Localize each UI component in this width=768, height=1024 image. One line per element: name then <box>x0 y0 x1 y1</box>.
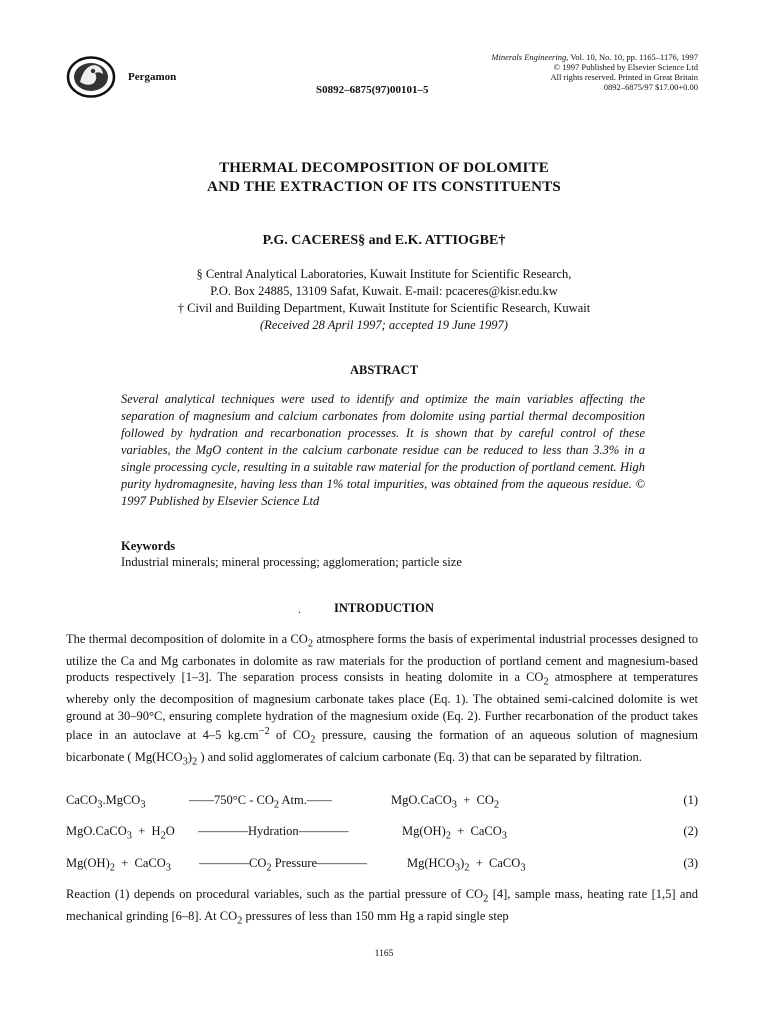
received-dates: (Received 28 April 1997; accepted 19 June 1997) <box>260 318 508 332</box>
equation-3-arrow: $————CO_2$ Pressure———— <box>199 856 368 874</box>
publisher-name: Pergamon <box>128 71 177 83</box>
equation-1-arrow: ——750°C - $CO_2$ Atm.—— <box>189 793 332 811</box>
equation-1 <box>66 793 698 811</box>
page-number: 1165 <box>374 949 394 959</box>
equation-2-arrow: ————Hydration———— <box>198 824 349 838</box>
paper-title <box>0 159 768 197</box>
equation-3-lhs: $Mg(OH)_2$ + CaCO$_3$ <box>66 856 171 874</box>
introduction-paragraph: The thermal decomposition of dolomite in a $CO_2$ atmosphere forms the basis of experimental industrial processes designed to utilize the Ca and Mg carbonates in dolomite as raw materials for the production of portland cement and magnesium-based products respectively [1–3]. The separation process consists in heating dolomite in a $CO_2$ atmosphere at temperatures whereby only the decomposition of magnesium carbonate takes place (Eq. 1). The obtained semi-calcined dolomite is wet ground at 30–90°C, ensuring complete hydration of the magnesium oxide (Eq. 2). Further recarbonation of the product takes place in an autoclave at 4–5 $kg.cm^{-2}$ of $CO_2$ pressure, causing the formation of an aqueous solution of magnesium bicarbonate ( $Mg(HCO_3)_2$ ) and solid agglomerates of calcium carbonate (Eq. 3) that can be separated by filtration. <box>66 632 699 768</box>
affiliation-line-1: § Central Analytical Laboratories, Kuwait Institute for Scientific Research, <box>196 267 572 281</box>
copyright-line: © 1997 Published by Elsevier Science Ltd <box>553 62 698 72</box>
abstract-text: Several analytical techniques were used to identify and optimize the main variables affecting the separation of magnesium and calcium carbonates from dolomite using partial thermal decomposition followed by hydration and recarbonation processes. It is shown that by careful control of these variables, the MgO content in the calcium carbonate residue can be reduced to less than 3.3% in a single processing cycle, resulting in a suitable raw material for the production of portland cement. High purity hydromagnesite, having less than 1% total impurities, was obtained from the aqueous residue. © 1997 Published by Elsevier Science Ltd <box>121 392 645 508</box>
reaction-paragraph: Reaction (1) depends on procedural variables, such as the partial pressure of $CO_2$ [4], sample mass, heating rate [1,5] and mechanical grinding [6–8]. At $CO_2$ pressures of less than 150 mm Hg a rapid single step <box>66 887 698 927</box>
title-line-1: THERMAL DECOMPOSITION OF DOLOMITE <box>219 160 549 176</box>
keywords-text: Industrial minerals; mineral processing; agglomeration; particle size <box>121 555 462 569</box>
journal-name: Minerals Engineering <box>491 52 567 62</box>
rights-line: All rights reserved. Printed in Great Britain <box>550 72 698 82</box>
equation-1-rhs: MgO.CaCO$_3$ + $CO_2$ <box>391 793 500 811</box>
equation-3-rhs: $Mg(HCO_3)_2$ + CaCO$_3$ <box>407 856 526 874</box>
equation-1-number: (1) <box>683 793 698 807</box>
title-line-2: AND THE EXTRACTION OF ITS CONSTITUENTS <box>207 179 561 195</box>
issn-line: 0892–6875/97 $17.00+0.00 <box>603 82 698 92</box>
journal-info <box>491 52 698 92</box>
equation-1-lhs: CaCO$_3$.MgCO$_3$ <box>66 793 146 811</box>
affiliations <box>0 266 768 334</box>
stray-mark: . <box>298 602 301 616</box>
authors: P.G. CACERES§ and E.K. ATTIOGBE† <box>262 233 506 248</box>
equation-2-lhs: MgO.CaCO$_3$ + $H_2O$ <box>66 824 175 842</box>
publisher-logo <box>66 56 116 98</box>
affiliation-line-2: P.O. Box 24885, 13109 Safat, Kuwait. E-mail: pcaceres@kisr.edu.kw <box>210 284 558 298</box>
equation-2-rhs: $Mg(OH)_2$ + CaCO$_3$ <box>402 824 507 842</box>
equation-3 <box>66 856 698 874</box>
equation-2 <box>66 824 698 842</box>
keywords-heading: Keywords <box>121 539 176 553</box>
introduction-heading: INTRODUCTION <box>333 601 434 615</box>
equation-3-number: (3) <box>683 856 698 870</box>
journal-ref: , Vol. 10, No. 10, pp. 1165–1176, 1997 <box>566 52 698 62</box>
doi: S0892–6875(97)00101–5 <box>316 84 429 96</box>
abstract-heading: ABSTRACT <box>349 363 419 377</box>
equation-2-number: (2) <box>683 824 698 838</box>
affiliation-line-3: † Civil and Building Department, Kuwait Institute for Scientific Research, Kuwait <box>177 301 591 315</box>
